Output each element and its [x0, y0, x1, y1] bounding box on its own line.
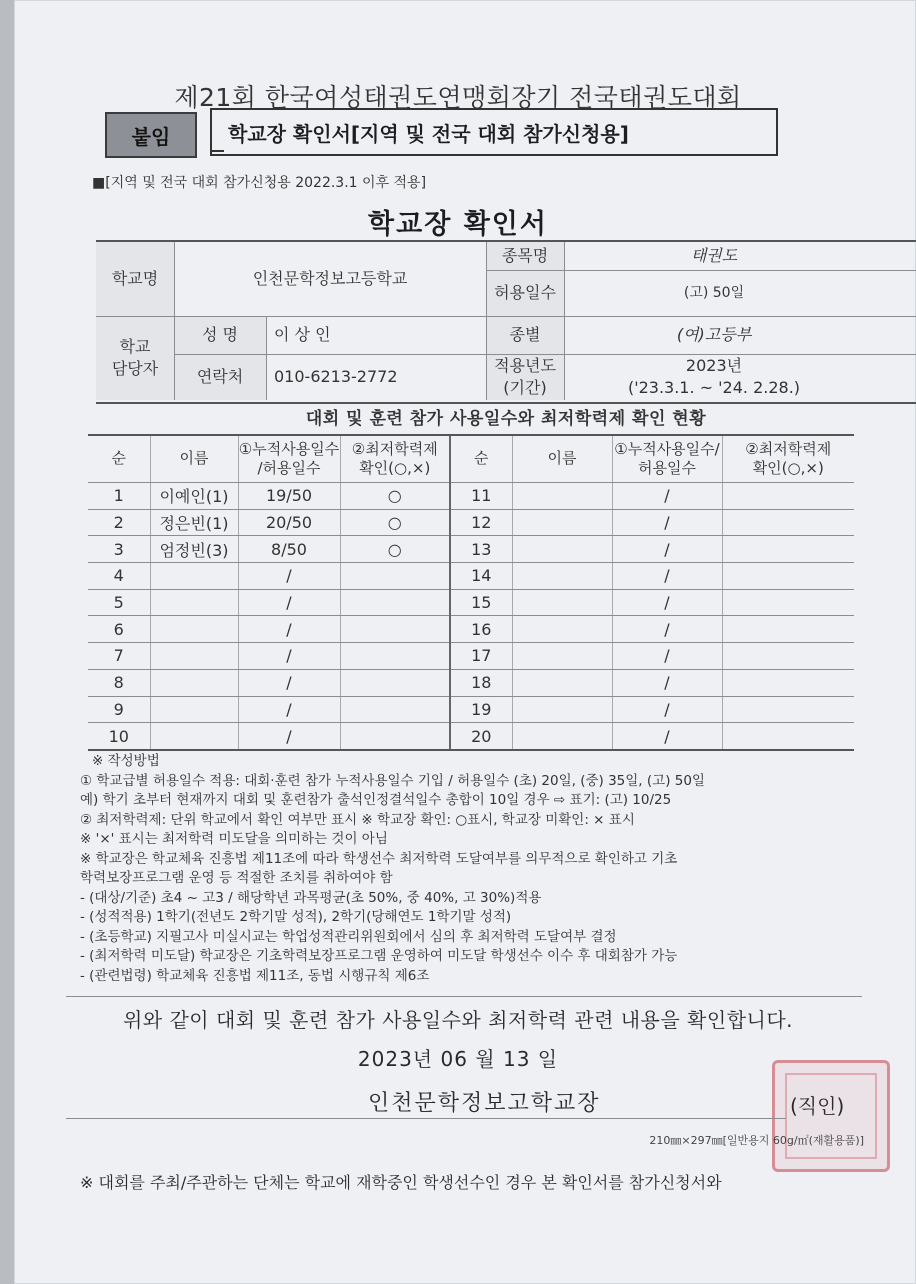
- cell-days: /: [612, 696, 722, 723]
- cell-check: [722, 483, 854, 510]
- cell-days: 20/50: [238, 509, 340, 536]
- cell-check: [340, 589, 450, 616]
- allowed-days-value: (고) 50일: [683, 284, 745, 301]
- col-min-right: [722, 435, 854, 483]
- cell-check: [722, 563, 854, 590]
- cell-check: [722, 536, 854, 563]
- cell-check: ○: [340, 483, 450, 510]
- cell-check: [722, 509, 854, 536]
- col-min: [340, 435, 450, 483]
- cell-no: 2: [88, 509, 150, 536]
- athlete-table-body: [88, 483, 854, 750]
- cell-no: 19: [450, 696, 512, 723]
- paper-spec: 210㎜×297㎜[일반용지 60g/㎡(재활용품)]: [649, 1134, 864, 1147]
- col-days-right-line2: 허용일수: [638, 459, 696, 477]
- instruction-line: - (최저학력 미도달) 학교장은 기초학력보장프로그램 운영하여 미도달 학생선수 이수 후 대회참가 가능: [80, 948, 678, 964]
- cell-days: 19/50: [238, 483, 340, 510]
- seal-label: (직인): [790, 1094, 845, 1118]
- period-range: ('23.3.1. ~ '24. 2.28.): [627, 378, 801, 397]
- name-label: 성 명: [202, 325, 238, 345]
- cell-no: 10: [88, 723, 150, 750]
- event-title: 제21회 한국여성태권도연맹회장기 전국태권도대회: [174, 83, 742, 112]
- page-title: 학교장 확인서: [368, 209, 548, 240]
- cell-name: [512, 723, 612, 750]
- cell-name: [512, 616, 612, 643]
- cell-no: 18: [450, 669, 512, 696]
- instruction-line: ※ '×' 표시는 최저학력 미도달을 의미하는 것이 아님: [80, 831, 388, 847]
- instructions: [80, 752, 880, 986]
- instruction-line: - (대상/기준) 초4 ~ 고3 / 해당학년 과목평균(초 50%, 중 40%, 고 30%)적용: [80, 889, 542, 906]
- cell-no: 16: [450, 616, 512, 643]
- cell-no: 4: [88, 563, 150, 590]
- confirmation-statement: 위와 같이 대회 및 훈련 참가 사용일수와 최저학력 관련 내용을 확인합니다.: [122, 1008, 794, 1032]
- cell-days: /: [612, 536, 722, 563]
- allowed-days-label: 허용일수: [494, 283, 556, 303]
- cell-check: [340, 669, 450, 696]
- manager-label: [96, 316, 174, 400]
- divider: [66, 996, 862, 997]
- cell-no: 7: [88, 643, 150, 670]
- sport-label: 종목명: [501, 246, 549, 266]
- doc-banner: 학교장 확인서[지역 및 전국 대회 참가신청용]: [210, 108, 778, 156]
- cell-name: [150, 616, 238, 643]
- table-row: [88, 483, 854, 510]
- cell-no: 14: [450, 563, 512, 590]
- applicability-note: ■[지역 및 전국 대회 참가신청용 2022.3.1 이후 적용]: [92, 175, 427, 191]
- col-min-line2: 확인(○,×): [359, 459, 431, 477]
- table-row: [88, 643, 854, 670]
- cell-name: [512, 536, 612, 563]
- cell-check: [722, 589, 854, 616]
- cell-days: /: [238, 589, 340, 616]
- instruction-line: - (관련법령) 학교체육 진흥법 제11조, 동법 시행규칙 제6조: [80, 967, 430, 984]
- cell-name: [512, 483, 612, 510]
- cell-check: ○: [340, 509, 450, 536]
- table-row: [88, 723, 854, 750]
- cell-days: /: [612, 509, 722, 536]
- cell-check: [722, 696, 854, 723]
- instruction-line: ② 최저학력제: 단위 학교에서 확인 여부만 표시 ※ 학교장 확인: ○표시, 학교장 미확인: × 표시: [80, 811, 635, 828]
- cell-check: [340, 563, 450, 590]
- cell-name: [512, 643, 612, 670]
- instruction-line: 예) 학기 초부터 현재까지 대회 및 훈련참가 출석인정결석일수 총합이 10일 경우 ⇨ 표기: (고) 10/25: [80, 792, 672, 808]
- cell-no: 11: [450, 483, 512, 510]
- cell-name: [150, 669, 238, 696]
- cell-name: 이예인(1): [150, 483, 238, 510]
- cell-name: [150, 563, 238, 590]
- school-name-label: 학교명: [111, 269, 159, 289]
- cell-days: /: [612, 616, 722, 643]
- instruction-line: ① 학교급별 허용일수 적용: 대회·훈련 참가 누적사용일수 기입 / 허용일수 (초) 20일, (중) 35일, (고) 50일: [80, 772, 705, 789]
- athlete-table: [88, 434, 854, 751]
- instruction-line: - (성적적용) 1학기(전년도 2학기말 성적), 2학기(당해연도 1학기말 성적): [80, 909, 512, 925]
- school-info-grid: [96, 240, 916, 404]
- period-label: [486, 354, 564, 400]
- table-row: [88, 616, 854, 643]
- col-min-line1: ②최저학력제: [351, 439, 438, 458]
- col-min-right-line1: ②최저학력제: [745, 439, 832, 458]
- col-min-right-line2: 확인(○,×): [752, 459, 824, 477]
- table-row: [88, 563, 854, 590]
- section-subtitle: 대회 및 훈련 참가 사용일수와 최저학력제 확인 현황: [305, 409, 707, 429]
- table-row: [88, 536, 854, 563]
- cell-days: /: [238, 696, 340, 723]
- category-value: (여)고등부: [676, 325, 752, 345]
- cell-name: [512, 669, 612, 696]
- col-name: 이름: [150, 435, 238, 483]
- cell-check: [722, 669, 854, 696]
- table-row: [88, 509, 854, 536]
- instruction-line: ※ 학교장은 학교체육 진흥법 제11조에 따라 학생선수 최저학력 도달여부를 의무적으로 확인하고 기초: [80, 850, 678, 867]
- sport-value: 태권도: [690, 246, 738, 266]
- cell-days: /: [612, 563, 722, 590]
- category-label: 종별: [509, 325, 541, 345]
- school-name-value: 인천문학정보고등학교: [252, 269, 408, 289]
- cell-check: [722, 616, 854, 643]
- col-no: 순: [88, 435, 150, 483]
- cell-no: 20: [450, 723, 512, 750]
- cell-no: 12: [450, 509, 512, 536]
- manager-label-line1: 학교: [119, 337, 151, 357]
- col-days: [238, 435, 340, 483]
- period-label-line2: (기간): [503, 378, 547, 397]
- instruction-line: 학력보장프로그램 운영 등 적절한 조치를 취하여야 함: [80, 870, 393, 886]
- cell-no: 6: [88, 616, 150, 643]
- period-value: [564, 354, 864, 400]
- cell-check: [722, 643, 854, 670]
- cell-days: /: [612, 669, 722, 696]
- instruction-line: - (초등학교) 지필고사 미실시교는 학업성적관리위원회에서 심의 후 최저학력 도달여부 결정: [80, 928, 617, 945]
- cell-no: 1: [88, 483, 150, 510]
- table-row: [88, 589, 854, 616]
- cell-days: /: [238, 616, 340, 643]
- cell-days: /: [238, 563, 340, 590]
- manager-label-line2: 담당자: [111, 359, 159, 378]
- period-label-line1: 적용년도: [494, 356, 556, 376]
- cell-check: [340, 696, 450, 723]
- cell-name: [512, 509, 612, 536]
- table-header-row: [88, 435, 854, 483]
- contact-label: 연락처: [196, 367, 244, 387]
- manager-name-value: 이 상 인: [274, 325, 331, 345]
- principal-name: 인천문학정보고학교장: [368, 1091, 601, 1116]
- attachment-label: 붙임: [105, 112, 197, 158]
- divider: [66, 1118, 786, 1119]
- cell-no: 13: [450, 536, 512, 563]
- contact-value: 010-6213-2772: [274, 367, 398, 387]
- signature-date: 2023년 06 월 13 일: [357, 1047, 559, 1071]
- col-name-right: 이름: [512, 435, 612, 483]
- col-days-line2: /허용일수: [257, 459, 321, 477]
- cell-days: /: [238, 643, 340, 670]
- cell-no: 3: [88, 536, 150, 563]
- cell-days: /: [238, 723, 340, 750]
- period-year: 2023년: [685, 356, 743, 376]
- table-row: [88, 669, 854, 696]
- cell-name: [150, 589, 238, 616]
- cell-name: [150, 696, 238, 723]
- col-days-line1: ①누적사용일수: [238, 439, 340, 458]
- cell-days: /: [238, 669, 340, 696]
- cell-days: 8/50: [238, 536, 340, 563]
- cell-check: [340, 616, 450, 643]
- cell-no: 5: [88, 589, 150, 616]
- cell-name: [512, 563, 612, 590]
- cell-name: 엄정빈(3): [150, 536, 238, 563]
- table-row: [88, 696, 854, 723]
- footer-note: ※ 대회를 주최/주관하는 단체는 학교에 재학중인 학생선수인 경우 본 확인서를 참가신청서와: [80, 1173, 722, 1192]
- cell-days: /: [612, 589, 722, 616]
- instruction-line: ※ 작성방법: [92, 753, 160, 769]
- cell-name: [512, 696, 612, 723]
- cell-name: [150, 723, 238, 750]
- col-days-right-line1: ①누적사용일수/: [614, 439, 720, 458]
- cell-name: 정은빈(1): [150, 509, 238, 536]
- cell-no: 17: [450, 643, 512, 670]
- col-days-right: [612, 435, 722, 483]
- cell-no: 8: [88, 669, 150, 696]
- cell-check: ○: [340, 536, 450, 563]
- cell-days: /: [612, 723, 722, 750]
- col-no-right: 순: [450, 435, 512, 483]
- cell-days: /: [612, 643, 722, 670]
- cell-name: [150, 643, 238, 670]
- cell-no: 15: [450, 589, 512, 616]
- cell-check: [340, 723, 450, 750]
- cell-check: [340, 643, 450, 670]
- cell-days: /: [612, 483, 722, 510]
- cell-name: [512, 589, 612, 616]
- cell-no: 9: [88, 696, 150, 723]
- cell-check: [722, 723, 854, 750]
